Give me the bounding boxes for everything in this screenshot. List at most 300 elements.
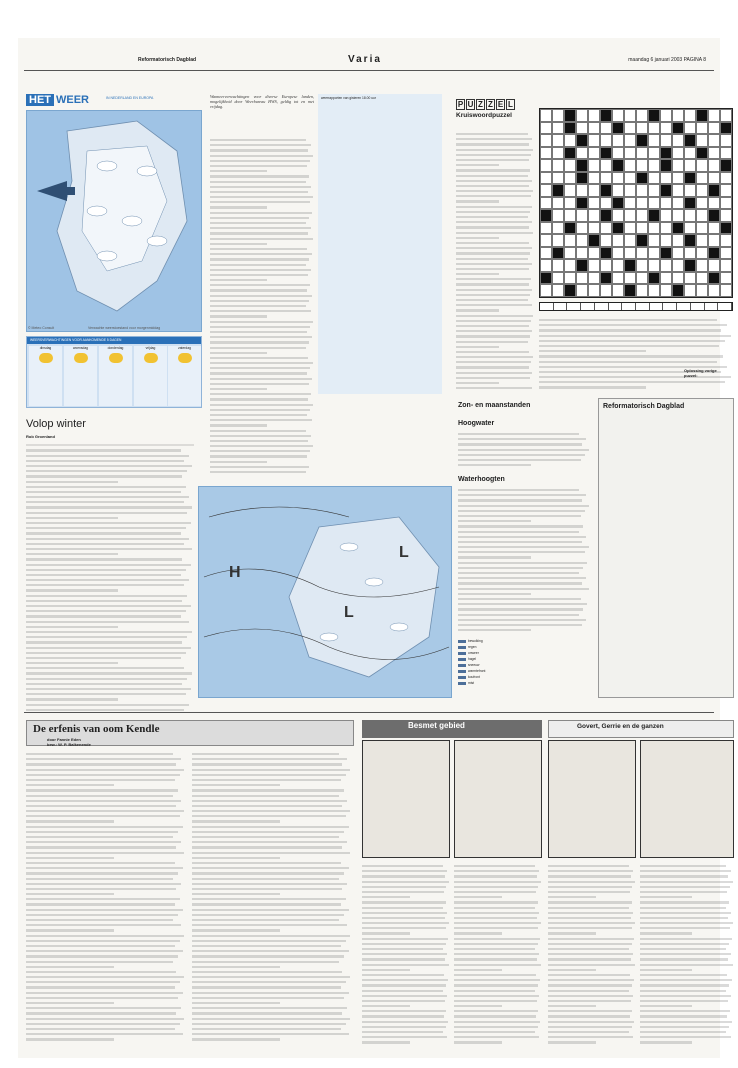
crossword-cell[interactable] [564,272,576,285]
text-line [192,769,350,771]
comic-text-col1 [362,862,450,1048]
crossword-cell[interactable] [624,172,636,185]
crossword-cell[interactable] [696,184,708,197]
crossword-cell[interactable] [696,284,708,297]
text-line [458,464,531,466]
text-line [26,564,191,566]
comic-panel [362,740,450,858]
crossword-cell[interactable] [708,172,720,185]
crossword-cell[interactable] [564,209,576,222]
solution-cell[interactable] [609,303,623,310]
crossword-cell[interactable] [552,172,564,185]
puzzle-title: Kruiswoordpuzzel [456,112,512,119]
crossword-cell[interactable] [624,234,636,247]
crossword-cell[interactable] [684,147,696,160]
crossword-cell[interactable] [684,184,696,197]
crossword-cell[interactable] [672,259,684,272]
text-line [454,907,535,909]
text-line [26,867,183,869]
crossword-cell[interactable] [720,197,732,210]
crossword-cell[interactable] [600,234,612,247]
crossword-cell[interactable] [648,184,660,197]
text-line [539,319,717,321]
solution-cell[interactable] [650,303,664,310]
crossword-cell[interactable] [588,172,600,185]
crossword-cell[interactable] [588,259,600,272]
crossword-cell[interactable] [660,272,672,285]
crossword-cell[interactable] [648,284,660,297]
crossword-cell[interactable] [600,159,612,172]
crossword-cell[interactable] [612,259,624,272]
text-line [192,888,342,890]
text-line [192,961,339,963]
text-line [192,1012,342,1014]
crossword-cell[interactable] [552,272,564,285]
crossword-cell[interactable] [588,134,600,147]
crossword-cell [576,259,588,272]
crossword-cell[interactable] [564,259,576,272]
crossword-cell[interactable] [540,159,552,172]
crossword-cell[interactable] [588,197,600,210]
text-line [26,878,173,880]
crossword-cell[interactable] [648,134,660,147]
text-line [548,881,635,883]
puzzle-clues [456,130,534,392]
crossword-cell[interactable] [540,147,552,160]
crossword-cell[interactable] [684,284,696,297]
text-line [210,264,306,266]
text-line [640,1026,729,1028]
crossword-cell[interactable] [576,209,588,222]
crossword-cell[interactable] [636,284,648,297]
crossword-cell[interactable] [612,172,624,185]
solution-cell[interactable] [718,303,732,310]
logo-weer: WEER [56,94,89,106]
crossword-cell[interactable] [636,197,648,210]
crossword-cell[interactable] [540,122,552,135]
solution-cell[interactable] [691,303,705,310]
crossword-cell[interactable] [708,259,720,272]
crossword-cell[interactable] [708,197,720,210]
crossword-cell[interactable] [564,197,576,210]
crossword-cell[interactable] [576,222,588,235]
text-line [548,979,634,981]
text-line [26,579,189,581]
crossword-cell[interactable] [624,109,636,122]
crossword-cell[interactable] [576,272,588,285]
crossword-cell[interactable] [564,234,576,247]
crossword-cell[interactable] [600,284,612,297]
crossword-cell[interactable] [552,109,564,122]
crossword-cell[interactable] [720,109,732,122]
crossword-cell[interactable] [576,184,588,197]
crossword-cell[interactable] [708,159,720,172]
text-line [26,1018,184,1020]
weather-reports-table [318,94,442,394]
crossword-cell[interactable] [588,122,600,135]
crossword-cell[interactable] [624,134,636,147]
crossword-cell[interactable] [636,109,648,122]
crossword-cell[interactable] [540,184,552,197]
crossword-cell[interactable] [624,184,636,197]
crossword-cell[interactable] [684,122,696,135]
crossword-cell[interactable] [588,222,600,235]
text-line [26,805,176,807]
crossword-cell[interactable] [672,234,684,247]
crossword-cell[interactable] [684,272,696,285]
crossword-cell[interactable] [552,134,564,147]
text-line [640,979,732,981]
crossword-cell[interactable] [708,234,720,247]
crossword-cell[interactable] [672,197,684,210]
solution-cell[interactable] [705,303,719,310]
crossword-cell[interactable] [564,184,576,197]
text-line [192,1002,280,1004]
crossword-cell[interactable] [600,134,612,147]
text-line [458,459,581,461]
crossword-cell[interactable] [648,247,660,260]
crossword-cell[interactable] [660,234,672,247]
text-line [458,531,579,533]
crossword-cell[interactable] [600,172,612,185]
crossword-cell[interactable] [636,147,648,160]
text-line [640,917,728,919]
text-line [454,932,502,934]
crossword-cell[interactable] [660,122,672,135]
text-line [454,896,502,898]
crossword-cell[interactable] [672,247,684,260]
pressure-map-graphic [199,487,452,698]
crossword-cell[interactable] [600,197,612,210]
crossword-cell[interactable] [720,172,732,185]
crossword-cell[interactable] [564,172,576,185]
crossword-cell[interactable] [636,222,648,235]
text-line [640,881,733,883]
crossword-cell[interactable] [648,222,660,235]
text-line [192,774,346,776]
text-line [454,1000,537,1002]
crossword-cell[interactable] [696,197,708,210]
crossword-cell[interactable] [624,247,636,260]
crossword-cell[interactable] [660,259,672,272]
crossword-cell[interactable] [576,234,588,247]
crossword-cell[interactable] [720,147,732,160]
crossword-cell[interactable] [612,184,624,197]
crossword-cell[interactable] [720,184,732,197]
text-line [539,386,646,388]
crossword-cell[interactable] [624,147,636,160]
text-line [456,200,499,202]
crossword-cell[interactable] [636,209,648,222]
crossword-cell[interactable] [636,122,648,135]
crossword-cell[interactable] [660,197,672,210]
crossword-cell[interactable] [576,109,588,122]
solution-cell[interactable] [622,303,636,310]
europe-weather-map [198,486,452,698]
text-line [192,826,349,828]
crossword-cell[interactable] [612,234,624,247]
crossword-cell[interactable] [696,272,708,285]
crossword-cell[interactable] [576,147,588,160]
crossword-cell [564,122,576,135]
crossword-cell[interactable] [624,209,636,222]
crossword-cell[interactable] [600,259,612,272]
crossword-cell[interactable] [708,122,720,135]
crossword-cell [600,272,612,285]
crossword-cell[interactable] [660,109,672,122]
text-line [26,846,176,848]
crossword-cell[interactable] [720,247,732,260]
crossword-cell[interactable] [636,184,648,197]
crossword-cell[interactable] [708,109,720,122]
crossword-cell[interactable] [552,209,564,222]
text-line [456,330,532,332]
text-line [548,875,631,877]
crossword-cell[interactable] [624,159,636,172]
date-page: maandag 6 januari 2003 PAGINA 8 [628,57,706,63]
solution-cell[interactable] [540,303,554,310]
crossword-cell[interactable] [672,147,684,160]
crossword-cell [600,147,612,160]
crossword-cell[interactable] [612,134,624,147]
crossword-cell[interactable] [576,247,588,260]
text-line [192,976,350,978]
crossword-cell[interactable] [612,247,624,260]
crossword-cell[interactable] [648,147,660,160]
crossword-cell[interactable] [696,222,708,235]
crossword-cell[interactable] [564,134,576,147]
crossword-cell[interactable] [720,272,732,285]
crossword-cell[interactable] [696,234,708,247]
crossword-cell[interactable] [612,209,624,222]
crossword-cell[interactable] [720,134,732,147]
crossword-cell[interactable] [672,134,684,147]
text-line [26,709,184,711]
crossword-cell [588,234,600,247]
crossword-cell[interactable] [648,197,660,210]
crossword-cell[interactable] [612,284,624,297]
crossword-cell[interactable] [696,172,708,185]
crossword-cell[interactable] [588,209,600,222]
text-line [456,372,532,374]
crossword-cell[interactable] [540,222,552,235]
crossword-cell [684,197,696,210]
crossword-cell[interactable] [696,259,708,272]
crossword-cell[interactable] [612,109,624,122]
text-line [548,927,632,929]
text-line [26,841,181,843]
text-line [26,683,182,685]
text-line [192,883,347,885]
crossword-cell[interactable] [720,284,732,297]
crossword-cell[interactable] [636,247,648,260]
text-line [26,857,114,859]
crossword-cell[interactable] [648,172,660,185]
crossword-cell[interactable] [636,272,648,285]
crossword-cell[interactable] [540,172,552,185]
crossword-cell[interactable] [588,109,600,122]
crossword-cell[interactable] [708,134,720,147]
crossword-cell[interactable] [552,122,564,135]
text-line [26,919,173,921]
crossword-cell[interactable] [720,234,732,247]
paper-name: Reformatorisch Dagblad [138,57,197,63]
solution-cell[interactable] [595,303,609,310]
crossword-cell[interactable] [636,159,648,172]
text-line [548,948,629,950]
crossword-cell[interactable] [684,222,696,235]
crossword-cell[interactable] [600,122,612,135]
text-line [26,615,181,617]
crossword-cell[interactable] [624,122,636,135]
crossword-cell[interactable] [660,172,672,185]
crossword-cell[interactable] [552,159,564,172]
crossword-cell[interactable] [588,159,600,172]
crossword-cell[interactable] [624,272,636,285]
crossword-cell[interactable] [660,284,672,297]
text-line [454,1031,535,1033]
crossword-cell[interactable] [540,259,552,272]
crossword-cell[interactable] [720,259,732,272]
crossword-cell[interactable] [588,184,600,197]
crossword-cell[interactable] [540,109,552,122]
crossword-cell[interactable] [684,247,696,260]
crossword-cell[interactable] [588,284,600,297]
solution-cell[interactable] [636,303,650,310]
text-line [362,891,444,893]
crossword-cell [624,284,636,297]
text-line [362,984,446,986]
crossword-cell [600,184,612,197]
crossword-cell[interactable] [672,159,684,172]
text-line [26,667,184,669]
crossword-cell[interactable] [648,122,660,135]
text-line [454,943,538,945]
crossword-cell[interactable] [540,234,552,247]
solution-cell[interactable] [554,303,568,310]
weather-byline: Rob Groenland [26,434,55,439]
solution-cell[interactable] [581,303,595,310]
text-line [454,1026,538,1028]
crossword-cell[interactable] [588,272,600,285]
text-line [26,698,118,700]
crossword-cell[interactable] [696,159,708,172]
text-line [192,992,349,994]
crossword-cell [576,172,588,185]
crossword-cell[interactable] [564,159,576,172]
text-line [548,1015,630,1017]
crossword-cell[interactable] [612,147,624,160]
crossword-cell[interactable] [552,259,564,272]
crossword-cell[interactable] [552,197,564,210]
text-line [26,543,184,545]
text-line [192,1018,350,1020]
crossword-cell[interactable] [672,209,684,222]
text-line [210,289,307,291]
crossword-cell[interactable] [540,284,552,297]
crossword-cell[interactable] [660,209,672,222]
text-line [210,232,308,234]
high-pressure-icon: H [229,564,241,581]
text-line [456,143,529,145]
crossword-cell[interactable] [540,197,552,210]
crossword-cell[interactable] [708,147,720,160]
crossword-cell[interactable] [684,209,696,222]
crossword-cell[interactable] [660,222,672,235]
map-credit: © Meteo Consult [28,326,55,330]
crossword-cell[interactable] [564,247,576,260]
crossword-cell[interactable] [720,209,732,222]
crossword-cell[interactable] [576,284,588,297]
crossword-cell[interactable] [696,122,708,135]
crossword-cell[interactable] [552,234,564,247]
solution-cell[interactable] [663,303,677,310]
text-line [210,144,311,146]
crossword-cell[interactable] [648,159,660,172]
crossword-cell[interactable] [540,134,552,147]
crossword-cell[interactable] [696,134,708,147]
solution-cell[interactable] [677,303,691,310]
solution-cell[interactable] [567,303,581,310]
crossword-cell[interactable] [648,234,660,247]
text-line [458,598,581,600]
crossword-cell [624,259,636,272]
crossword-cell[interactable] [672,272,684,285]
text-line [548,1031,629,1033]
crossword-cell[interactable] [588,247,600,260]
text-line [210,217,309,219]
newspaper-page [18,38,720,1058]
crossword-cell[interactable] [612,272,624,285]
crossword-cell[interactable] [648,259,660,272]
crossword-cell[interactable] [672,172,684,185]
crossword-cell[interactable] [696,209,708,222]
crossword-cell[interactable] [696,247,708,260]
text-line [548,964,635,966]
crossword-cell[interactable] [588,147,600,160]
text-line [26,815,180,817]
crossword-cell[interactable] [540,247,552,260]
crossword-cell[interactable] [708,284,720,297]
crossword-cell [600,247,612,260]
crossword-grid[interactable] [539,108,733,298]
crossword-cell[interactable] [684,109,696,122]
text-line [548,932,596,934]
text-line [458,510,585,512]
text-line [192,878,339,880]
crossword-cell[interactable] [600,222,612,235]
text-line [192,831,344,833]
crossword-cell[interactable] [576,122,588,135]
crossword-cell[interactable] [552,284,564,297]
text-line [210,388,267,390]
crossword-cell[interactable] [624,197,636,210]
crossword-cell[interactable] [624,222,636,235]
crossword-cell[interactable] [552,147,564,160]
crossword-cell[interactable] [636,259,648,272]
crossword-cell[interactable] [660,134,672,147]
text-line [210,430,306,432]
crossword-cell[interactable] [684,159,696,172]
crossword-cell[interactable] [672,184,684,197]
text-line [26,1038,114,1040]
crossword-cell[interactable] [552,222,564,235]
crossword-cell[interactable] [672,109,684,122]
text-line [362,907,443,909]
text-line [548,995,633,997]
text-line [548,907,629,909]
crossword-cell[interactable] [708,222,720,235]
